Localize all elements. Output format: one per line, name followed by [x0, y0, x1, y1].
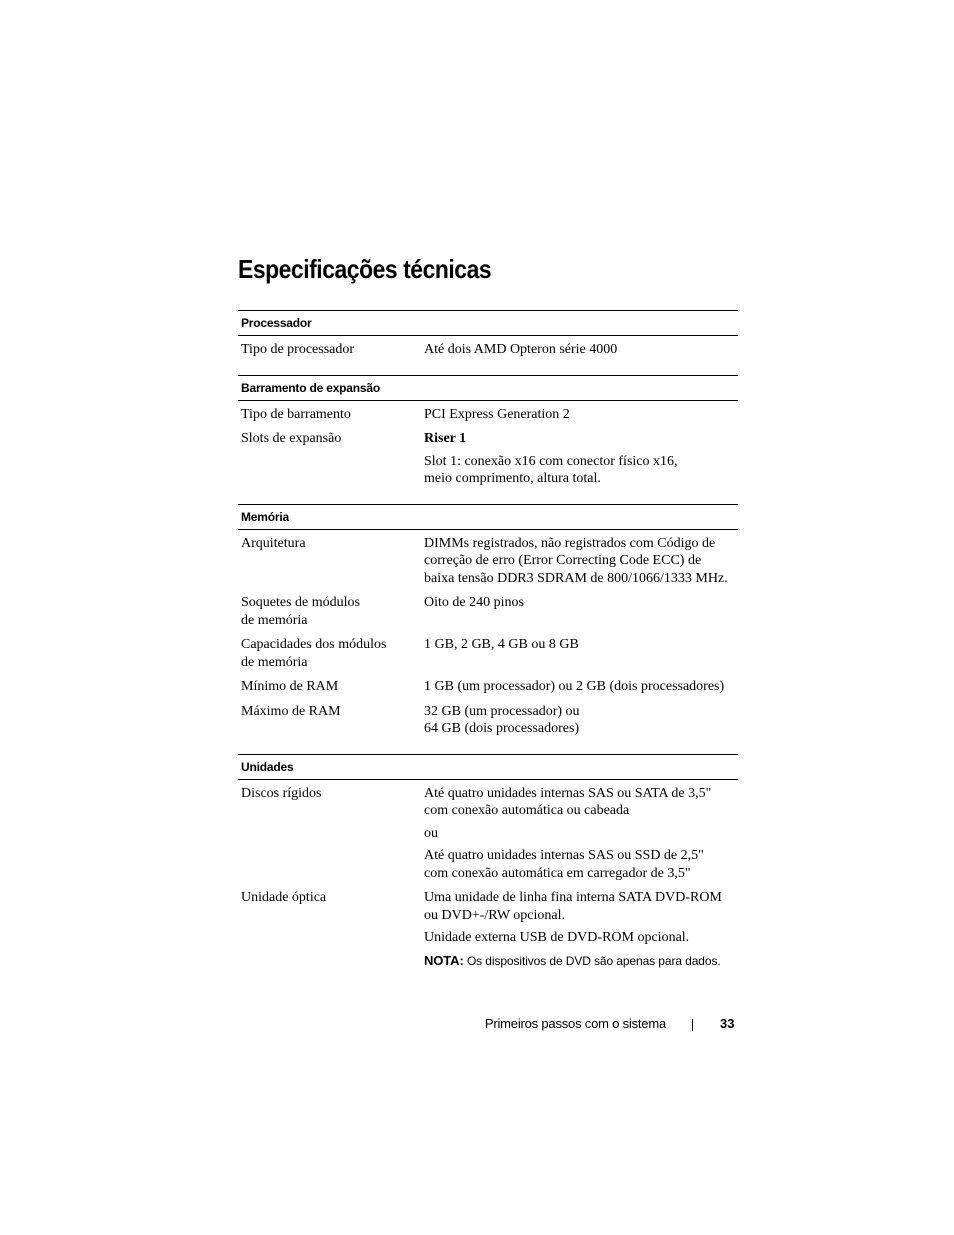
row-label [238, 430, 424, 488]
footer-divider [692, 1019, 693, 1031]
row-value [424, 341, 738, 359]
label-line: de memória [241, 654, 308, 670]
row-value [424, 594, 738, 629]
value-line: correção de erro (Error Correcting Code ECC) de [424, 553, 702, 568]
label-line: Soquetes de módulos [241, 595, 360, 610]
value-paragraph [424, 453, 738, 488]
row-label [238, 406, 424, 424]
page-title: Especificações técnicas [238, 254, 492, 284]
note-text: Os dispositivos de DVD são apenas para dados. [466, 953, 721, 968]
value-line: DIMMs registrados, não registrados com Código de [424, 535, 716, 551]
section-header: Memória [238, 505, 738, 530]
label-line: Slots de expansão [241, 431, 342, 446]
section-memoria [238, 504, 738, 754]
label-line: Capacidades dos módulos [241, 637, 387, 652]
section-processador [238, 310, 738, 375]
note-label: NOTA: [424, 952, 464, 968]
table-row [238, 700, 738, 742]
value-line: baixa tensão DDR3 SDRAM de 800/1066/1333 MHz. [424, 570, 728, 586]
table-row [238, 780, 738, 887]
row-label [238, 678, 424, 696]
value-paragraph [424, 785, 738, 820]
value-line: Oito de 240 pinos [424, 595, 524, 610]
table-row [238, 530, 738, 592]
value-line: PCI Express Generation 2 [424, 406, 570, 422]
value-paragraph [424, 847, 738, 882]
section-header: Processador [238, 311, 738, 336]
row-label [238, 341, 424, 359]
row-value [424, 406, 738, 424]
row-value [424, 703, 738, 738]
label-line: Mínimo de RAM [241, 679, 339, 694]
table-row [238, 336, 738, 363]
value-line: com conexão automática em carregador de 3,5" [424, 865, 691, 881]
page-number: 33 [720, 1016, 735, 1031]
spec-table [238, 310, 738, 974]
value-line: meio comprimento, altura total. [424, 471, 601, 486]
value-line: Até quatro unidades internas SAS ou SATA de 3,5" [424, 785, 712, 801]
label-line: Tipo de barramento [241, 406, 351, 422]
row-value [424, 636, 738, 671]
value-line: 1 GB (um processador) ou 2 GB (dois processadores) [424, 679, 725, 694]
row-label [238, 636, 424, 671]
label-line: Unidade óptica [241, 890, 327, 905]
row-value [424, 430, 738, 488]
value-line: Unidade externa USB de DVD-ROM opcional. [424, 930, 690, 945]
table-row [238, 633, 738, 675]
row-value [424, 678, 738, 696]
label-line: Arquitetura [241, 535, 306, 551]
label-line: de memória [241, 612, 308, 628]
row-label [238, 785, 424, 883]
section-header: Unidades [238, 755, 738, 780]
value-line: Até quatro unidades internas SAS ou SSD de 2,5" [424, 848, 704, 863]
row-value [424, 785, 738, 883]
section-unidades [238, 754, 738, 975]
page-footer [0, 1015, 954, 1035]
label-line: Máximo de RAM [241, 703, 341, 719]
value-line: Até dois AMD Opteron série 4000 [424, 342, 618, 357]
row-label [238, 703, 424, 738]
table-row [238, 591, 738, 633]
table-row [238, 401, 738, 428]
section-barramento [238, 375, 738, 504]
value-paragraph [424, 889, 738, 924]
value-line: Slot 1: conexão x16 com conector físico x16, [424, 453, 678, 469]
value-line: com conexão automática ou cabeada [424, 803, 630, 818]
row-label [238, 535, 424, 588]
row-value [424, 889, 738, 970]
value-line: 32 GB (um processador) ou [424, 703, 580, 719]
value-paragraph [424, 929, 738, 947]
label-line: Discos rígidos [241, 785, 322, 801]
value-paragraph [424, 825, 738, 843]
label-line: Tipo de processador [241, 342, 355, 357]
table-row [238, 675, 738, 700]
footer-title: Primeiros passos com o sistema [484, 1016, 666, 1031]
value-line: ou DVD+-/RW opcional. [424, 907, 566, 923]
row-label [238, 594, 424, 629]
table-row [238, 886, 738, 974]
row-label [238, 889, 424, 970]
value-line: 1 GB, 2 GB, 4 GB ou 8 GB [424, 637, 579, 652]
table-row [238, 427, 738, 492]
note [424, 952, 738, 971]
row-value [424, 535, 738, 588]
value-heading: Riser 1 [424, 431, 467, 446]
value-line: 64 GB (dois processadores) [424, 721, 580, 736]
value-line: Uma unidade de linha fina interna SATA DVD-ROM [424, 890, 722, 905]
section-header: Barramento de expansão [238, 376, 738, 401]
value-line: ou [424, 825, 438, 841]
